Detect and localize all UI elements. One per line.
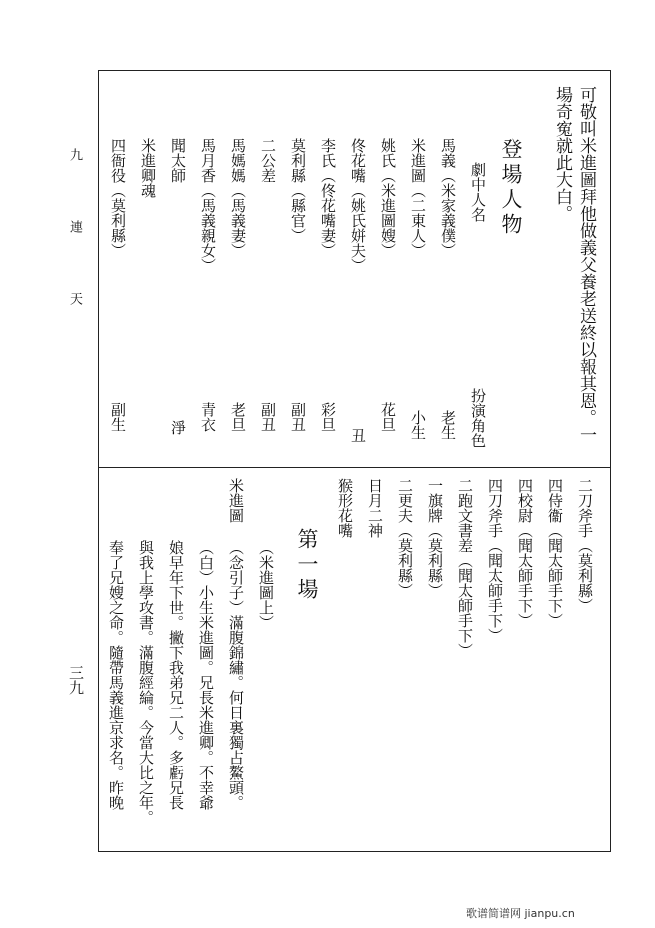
- cast-character: 四衙役（莫利縣）: [109, 138, 127, 258]
- cast-character: 莫利縣（縣官）: [289, 138, 307, 243]
- cast-character: 米進卿魂: [139, 138, 157, 198]
- speaker-name: 米進圖: [227, 478, 245, 523]
- cast-role: 花旦: [379, 402, 397, 432]
- cast-role: 彩旦: [319, 402, 337, 432]
- cast-continued-item: 二跑文書差（聞太師手下）: [456, 478, 474, 658]
- dialogue-line: 奉了兄嫂之命。隨帶馬義進京求名。昨晚: [107, 540, 125, 810]
- cast-continued-item: 四校尉（聞太師手下）: [516, 478, 534, 628]
- dialogue-line: （白）小生米進圖。兄長米進卿。不幸爺: [197, 540, 215, 810]
- cast-continued-item: 二刀斧手（莫利縣）: [576, 478, 594, 613]
- cast-character: 聞太師: [169, 138, 187, 183]
- dialogue-line: 娘早年下世。撇下我弟兄二人。多虧兄長: [167, 540, 185, 810]
- cast-continued-item: 二更夫（莫利縣）: [396, 478, 414, 598]
- cast-role: 副生: [109, 402, 127, 432]
- cast-character: 佟花嘴（姚氏姘夫）: [349, 138, 367, 273]
- cast-character: 馬月香（馬義親女）: [199, 138, 217, 273]
- watermark: 歌谱简谱网 jianpu.cn: [466, 907, 575, 920]
- section-title: 登場人物: [499, 138, 523, 238]
- column-header-role: 扮演角色: [469, 388, 487, 448]
- column-header-character: 劇中人名: [469, 162, 487, 222]
- cast-role: 副丑: [259, 402, 277, 432]
- scene-title: 第一場: [295, 528, 319, 603]
- cast-continued-item: 日月二神: [366, 478, 384, 538]
- cast-continued-item: 一旗牌（莫利縣）: [426, 478, 444, 598]
- cast-character: 米進圖（二東人）: [409, 138, 427, 258]
- cast-character: 二公差: [259, 138, 277, 183]
- cast-role: 小生: [409, 410, 427, 440]
- intro-line: 可敬叫米進圖拜他做義父養老送終以報其恩。一: [576, 86, 596, 443]
- dialogue-line: 與我上學攻書。滿腹經綸。今當大比之年。: [137, 540, 155, 825]
- cast-character: 馬義（米家義僕）: [439, 138, 457, 258]
- section-divider: [98, 467, 611, 468]
- cast-role: 丑: [349, 428, 367, 443]
- page-number: 三九: [67, 665, 85, 695]
- book-title: 九 連 天: [67, 148, 82, 327]
- cast-role: 淨: [169, 420, 187, 435]
- cast-character: 馬媽媽（馬義妻）: [229, 138, 247, 258]
- cast-character: 姚氏（米進圖嫂）: [379, 138, 397, 258]
- cast-role: 老生: [439, 410, 457, 440]
- cast-continued-item: 四刀斧手（聞太師手下）: [486, 478, 504, 643]
- cast-character: 李氏（佟花嘴妻）: [319, 138, 337, 258]
- intro-line: 場奇寃就此大白。: [552, 86, 572, 222]
- dialogue-line: （念引子）滿腹錦繡。何日裏獨占鰲頭。: [227, 540, 245, 810]
- stage-direction: （米進圖上）: [257, 540, 275, 630]
- cast-role: 老旦: [229, 402, 247, 432]
- cast-continued-item: 四侍衞（聞太師手下）: [546, 478, 564, 628]
- cast-continued-item: 猴形花嘴: [336, 478, 354, 538]
- cast-role: 副丑: [289, 402, 307, 432]
- cast-role: 青衣: [199, 402, 217, 432]
